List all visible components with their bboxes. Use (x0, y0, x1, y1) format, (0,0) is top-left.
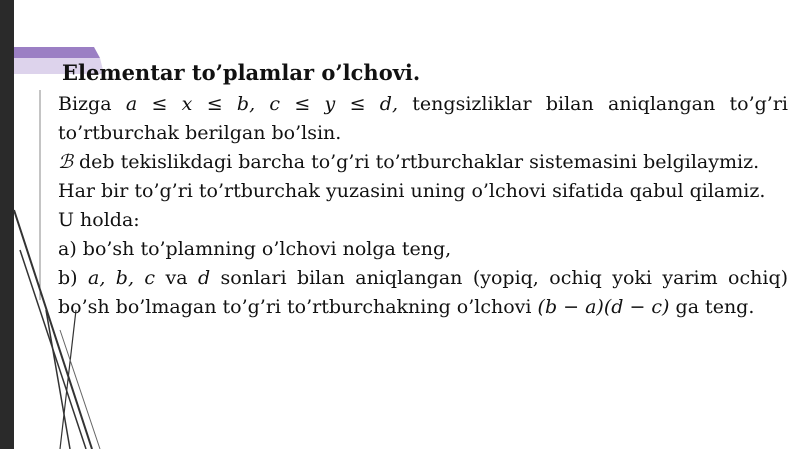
item-b-line2-start: bo’sh bo’lmagan to’g’ri to’rtburchakning o’lchovi (58, 296, 532, 318)
slide-title: Elementar to’plamlar o’lchovi. (62, 60, 421, 85)
slide-content (58, 58, 788, 322)
item-b-rest: sonlari bilan aniqlangan (yopiq, ochiq yoki yarim ochiq) (220, 267, 789, 289)
item-b-line2-end: ga teng. (675, 296, 755, 318)
deco-line-4 (46, 310, 70, 449)
accent-ribbon (14, 47, 100, 58)
item-b-vars: a, b, c (88, 267, 156, 289)
item-a: a) bo’sh to’plamning o’lchovi nolga teng, (58, 238, 452, 260)
paragraph-2-line-1 (58, 148, 788, 177)
p1-tail: tengsizliklar bilan aniqlangan to’g’ri (412, 93, 788, 115)
item-b-line-1 (58, 264, 788, 293)
item-b-formula: (b − a)(d − c) (537, 296, 670, 318)
item-b-prefix: b) (58, 267, 78, 289)
p2-line-1-text: deb tekislikdagi barcha to’g’ri to’rtburchaklar sistemasini belgilaymiz. (78, 151, 760, 173)
item-b-va: va (165, 267, 188, 289)
p1-lead: Bizga (58, 93, 112, 115)
item-b-line-2 (58, 293, 788, 322)
item-b-d: d (197, 267, 211, 289)
paragraph-2-line-2: Har bir to’g’ri to’rtburchak yuzasini uning o’lchovi sifatida qabul qilamiz. (58, 180, 766, 202)
paragraph-2-line-3: U holda: (58, 209, 140, 231)
system-symbol: ℬ (58, 151, 73, 173)
paragraph-1-line-2: to’rtburchak berilgan bo’lsin. (58, 122, 342, 144)
p1-inequality-x: a ≤ x ≤ b, (125, 93, 256, 115)
p1-inequality-y: c ≤ y ≤ d, (269, 93, 398, 115)
paragraph-1-line-1 (58, 90, 788, 119)
